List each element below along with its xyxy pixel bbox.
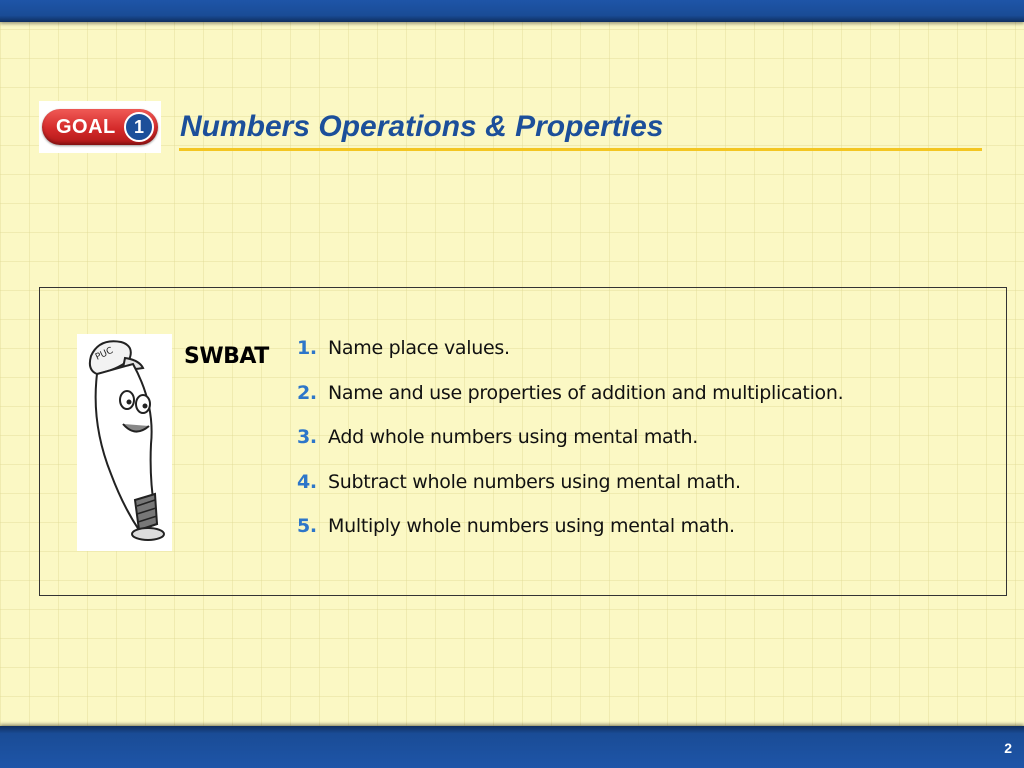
objective-number: 2. bbox=[297, 381, 317, 404]
svg-text:PUC: PUC bbox=[94, 345, 115, 363]
objective-number: 5. bbox=[297, 515, 317, 537]
swbat-label: SWBAT bbox=[184, 344, 269, 369]
title-underline bbox=[179, 148, 982, 151]
objective-item bbox=[297, 471, 843, 516]
page-number: 2 bbox=[1004, 740, 1012, 756]
objective-text: Subtract whole numbers using mental math. bbox=[328, 470, 741, 493]
top-bar bbox=[0, 0, 1024, 22]
objective-number: 4. bbox=[297, 470, 317, 493]
objective-text: Multiply whole numbers using mental math. bbox=[328, 515, 735, 537]
goal-badge-word: GOAL bbox=[56, 116, 116, 138]
objective-item bbox=[297, 515, 843, 560]
objectives-list bbox=[297, 337, 843, 560]
bottom-bar bbox=[0, 726, 1024, 768]
objective-text: Add whole numbers using mental math. bbox=[328, 426, 699, 448]
objective-item bbox=[297, 382, 843, 427]
objective-item bbox=[297, 337, 843, 382]
goal-pill bbox=[42, 109, 158, 145]
goal-badge bbox=[39, 101, 161, 153]
slide-title: Numbers Operations & Properties bbox=[180, 110, 664, 143]
baseball-bat-mascot-icon bbox=[77, 334, 172, 551]
objective-text: Name place values. bbox=[328, 337, 510, 359]
goal-badge-number: 1 bbox=[124, 112, 154, 142]
objective-item bbox=[297, 426, 843, 471]
objective-number: 3. bbox=[297, 426, 317, 448]
objective-text: Name and use properties of addition and multiplication. bbox=[328, 381, 844, 404]
objective-number: 1. bbox=[297, 337, 317, 359]
